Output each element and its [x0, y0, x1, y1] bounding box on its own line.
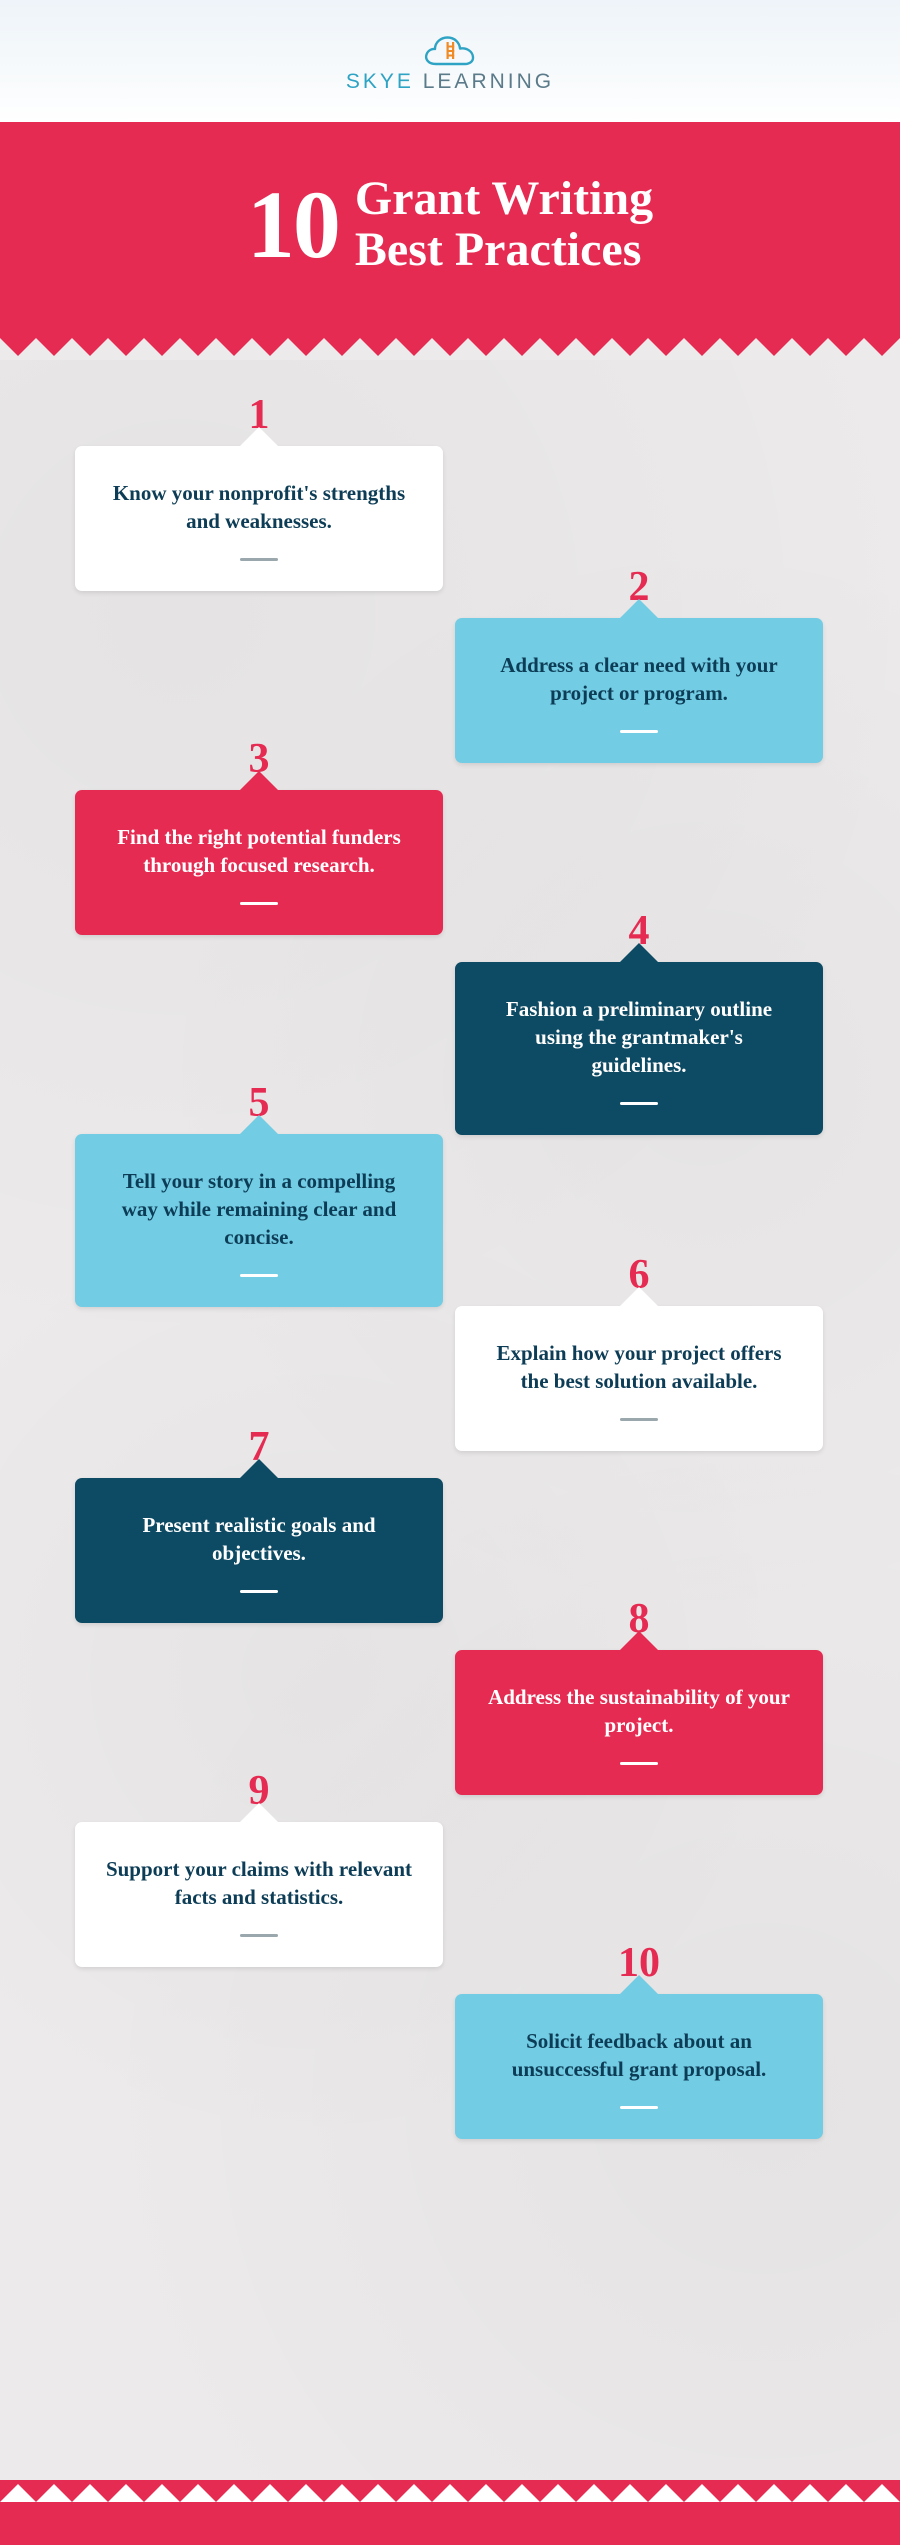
- tip-item-5: [75, 1079, 443, 1307]
- tip-text: Tell your story in a compelling way while remaining clear and concise.: [121, 1168, 397, 1249]
- tip-bubble: [455, 962, 823, 1135]
- tip-bubble: [75, 446, 443, 591]
- brand-wordmark: [346, 70, 554, 94]
- tip-item-1: [75, 391, 443, 591]
- tip-text: Address the sustainability of your project.: [488, 1684, 790, 1737]
- bubble-pointer: [240, 771, 278, 790]
- brand-name-primary: SKYE: [345, 70, 414, 93]
- tip-item-2: [455, 563, 823, 763]
- footer-band: [0, 2502, 900, 2545]
- zigzag-divider-top: [0, 338, 900, 360]
- tip-number: 10: [618, 1939, 660, 1986]
- cloud-with-ladder-icon: [423, 34, 477, 68]
- title-line-2: Best Practices: [354, 222, 642, 276]
- tip-number: 1: [248, 391, 270, 438]
- bubble-pointer: [240, 1459, 278, 1478]
- tip-item-3: [75, 735, 443, 935]
- brand-name-secondary: LEARNING: [422, 70, 555, 93]
- tip-bubble: [455, 1306, 823, 1451]
- tip-number: 2: [628, 563, 650, 610]
- bubble-pointer: [240, 427, 278, 446]
- tip-divider: [240, 1590, 278, 1593]
- tip-text: Present realistic goals and objectives.: [142, 1512, 376, 1565]
- tip-number: 4: [628, 907, 650, 954]
- tip-text: Address a clear need with your project or program.: [500, 652, 778, 705]
- tip-bubble: [455, 1650, 823, 1795]
- tip-text: Solicit feedback about an unsuccessful grant proposal.: [511, 2028, 767, 2081]
- tip-divider: [620, 1762, 658, 1765]
- tip-number: 6: [628, 1251, 650, 1298]
- headline-number: 10: [246, 170, 339, 278]
- tip-bubble: [455, 618, 823, 763]
- tip-divider: [240, 558, 278, 561]
- tip-item-10: [455, 1939, 823, 2139]
- tip-bubble: [75, 790, 443, 935]
- tip-divider: [240, 1274, 278, 1277]
- bubble-pointer: [240, 1803, 278, 1822]
- tip-divider: [620, 1102, 658, 1105]
- tip-bubble: [75, 1134, 443, 1307]
- tip-number: 3: [248, 735, 270, 782]
- tip-divider: [620, 1418, 658, 1421]
- bubble-pointer: [620, 1631, 658, 1650]
- tips-section: [0, 360, 900, 2480]
- page-title: [355, 174, 653, 276]
- tip-item-6: [455, 1251, 823, 1451]
- title-line-1: Grant Writing: [354, 172, 654, 225]
- tip-item-4: [455, 907, 823, 1135]
- tip-text: Fashion a preliminary outline using the grantmaker's guidelines.: [505, 996, 773, 1077]
- tip-text: Explain how your project offers the best solution available.: [496, 1340, 782, 1393]
- tip-item-7: [75, 1423, 443, 1623]
- tip-bubble: [75, 1478, 443, 1623]
- zigzag-divider-bottom: [0, 2480, 900, 2502]
- bubble-pointer: [620, 1287, 658, 1306]
- bubble-pointer: [620, 599, 658, 618]
- tip-divider: [240, 1934, 278, 1937]
- tip-divider: [620, 730, 658, 733]
- tip-text: Support your claims with relevant facts and statistics.: [105, 1856, 413, 1909]
- tip-number: 7: [248, 1423, 270, 1470]
- tip-bubble: [75, 1822, 443, 1967]
- tip-divider: [620, 2106, 658, 2109]
- tip-item-9: [75, 1767, 443, 1967]
- tip-bubble: [455, 1994, 823, 2139]
- tip-number: 5: [248, 1079, 270, 1126]
- bubble-pointer: [620, 943, 658, 962]
- title-band: [0, 122, 900, 338]
- logo-band: [0, 0, 900, 122]
- tip-text: Find the right potential funders through focused research.: [117, 824, 401, 877]
- tip-divider: [240, 902, 278, 905]
- tip-item-8: [455, 1595, 823, 1795]
- tip-number: 9: [248, 1767, 270, 1814]
- bubble-pointer: [620, 1975, 658, 1994]
- bubble-pointer: [240, 1115, 278, 1134]
- tip-number: 8: [628, 1595, 650, 1642]
- tip-text: Know your nonprofit's strengths and weaknesses.: [112, 480, 406, 533]
- brand-logo: [346, 34, 554, 94]
